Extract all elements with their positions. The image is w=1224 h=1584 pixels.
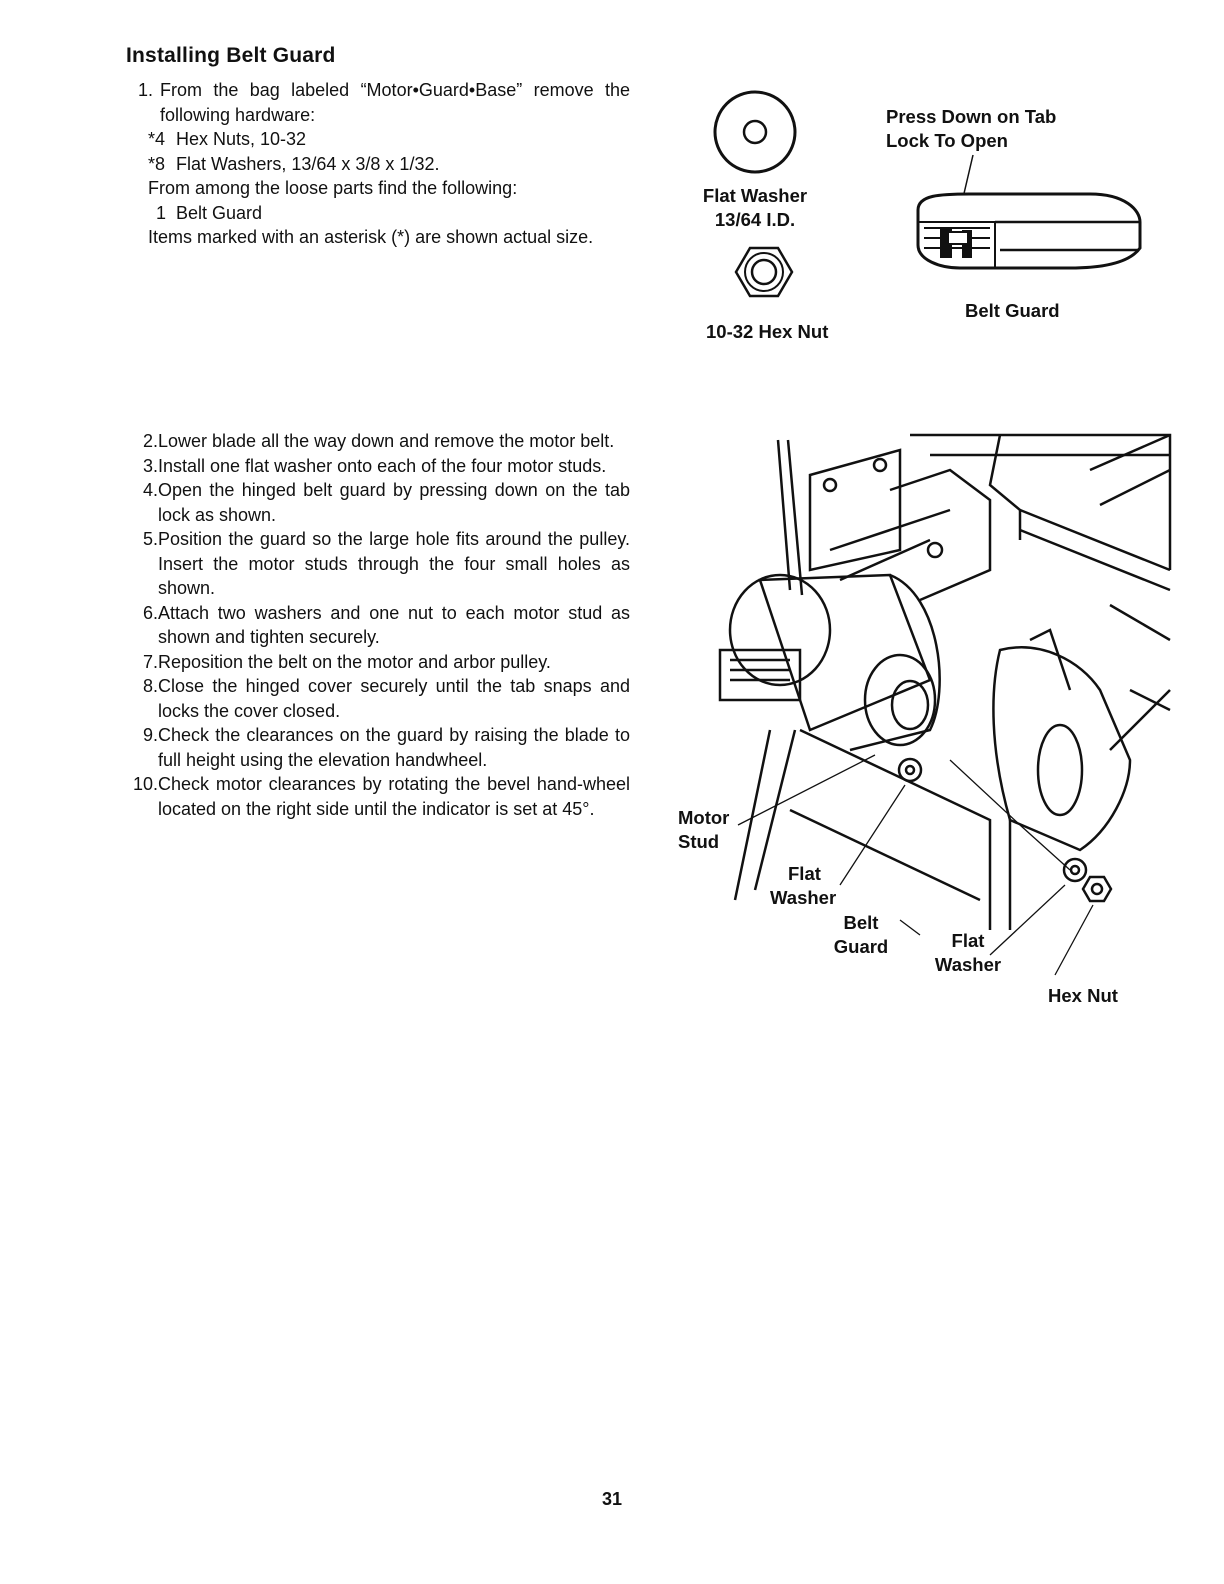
belt-guard-drawing: [900, 150, 1160, 300]
loose-part-quantity: 1: [156, 202, 167, 223]
flat-washer-size-line: 13/64 I.D.: [714, 209, 796, 230]
motor-stud-label: [678, 806, 729, 854]
tab-lock-line-1: Press Down on Tab: [886, 106, 1057, 127]
saw-assembly-drawing: [690, 430, 1190, 950]
step-number: 2.: [142, 431, 158, 451]
belt-guard-line-2: Guard: [833, 936, 889, 957]
step-text: Reposition the belt on the motor and arbor pulley.: [158, 651, 551, 672]
flat-washer-left-line-1: Flat: [788, 863, 821, 884]
flat-washer-right-line-1: Flat: [951, 930, 985, 951]
step-text: Lower blade all the way down and remove the motor belt.: [158, 431, 615, 451]
hardware-description: Flat Washers, 13/64 x 3/8 x 1/32.: [176, 153, 440, 174]
instruction-steps: [116, 429, 630, 821]
step-item: [116, 527, 630, 601]
belt-guard-line-1: Belt: [843, 912, 879, 933]
step-text: Check motor clearances by rotating the bevel hand-wheel located on the right side until the indicator is set at 45°.: [158, 774, 630, 819]
step-item: [116, 772, 630, 821]
step-number: 6.: [142, 602, 158, 623]
hardware-item: [148, 127, 630, 152]
flat-washer-left-line-2: Washer: [770, 887, 837, 908]
step-item: [116, 674, 630, 723]
loose-part-description: Belt Guard: [176, 202, 263, 223]
flat-washer-left-label: [770, 862, 836, 910]
step-item: [116, 723, 630, 772]
asterisk-note: Items marked with an asterisk (*) are shown actual size.: [148, 227, 594, 247]
hardware-list: [138, 127, 630, 250]
flat-washer-right-label: [926, 929, 1010, 977]
hex-nut-callout: Hex Nut: [1048, 985, 1118, 1006]
step-text: Open the hinged belt guard by pressing down on the tab lock as shown.: [158, 480, 630, 525]
loose-parts-intro: From among the loose parts find the following:: [148, 178, 518, 198]
step-item: [116, 429, 630, 454]
step-text: Position the guard so the large hole fits around the pulley. Insert the motor studs through the four small holes as shown.: [158, 529, 630, 598]
flat-washer-drawing: [703, 90, 813, 180]
motor-stud-line-2: Stud: [678, 831, 720, 852]
step-number: 1.: [138, 80, 154, 100]
hardware-description: Hex Nuts, 10-32: [176, 129, 307, 149]
section-heading: Installing Belt Guard: [126, 44, 336, 67]
step-text: Close the hinged cover securely until the tab snaps and locks the cover closed.: [158, 676, 630, 721]
step-number: 3.: [142, 455, 158, 476]
step-1-row: [138, 78, 630, 127]
belt-guard-callout: [826, 911, 896, 959]
step-item: [116, 601, 630, 650]
flat-washer-label: [690, 184, 820, 232]
page-number: 31: [601, 1489, 623, 1509]
step-1-block: [138, 78, 630, 250]
step-number: 10.: [132, 774, 158, 794]
flat-washer-right-line-2: Washer: [934, 954, 1002, 975]
step-number: 8.: [142, 676, 158, 696]
motor-stud-line-1: Motor: [678, 807, 730, 828]
step-number: 9.: [142, 725, 158, 745]
step-text: Check the clearances on the guard by raising the blade to full height using the elevation handwheel.: [158, 725, 630, 770]
hardware-quantity: *8: [148, 153, 166, 174]
step-item: [116, 478, 630, 527]
tab-lock-line-2: Lock To Open: [886, 130, 1008, 151]
hex-nut-label: 10-32 Hex Nut: [706, 321, 829, 342]
hex-nut-drawing: [728, 244, 808, 314]
hardware-quantity: *4: [148, 129, 166, 149]
step-1-text: From the bag labeled “Motor•Guard•Base” remove the following hardware:: [160, 80, 630, 125]
step-text: Attach two washers and one nut to each motor stud as shown and tighten securely.: [158, 602, 630, 647]
tab-lock-callout: [886, 105, 1056, 153]
step-item: [116, 454, 630, 479]
step-text: Install one flat washer onto each of the four motor studs.: [158, 455, 607, 476]
step-item: [116, 650, 630, 675]
step-number: 7.: [142, 651, 158, 672]
loose-part-item: [148, 201, 630, 226]
flat-washer-label-line: Flat Washer: [702, 185, 808, 206]
belt-guard-label: Belt Guard: [965, 300, 1060, 321]
step-number: 5.: [142, 529, 158, 549]
hardware-item: [148, 152, 630, 177]
step-number: 4.: [142, 480, 158, 500]
